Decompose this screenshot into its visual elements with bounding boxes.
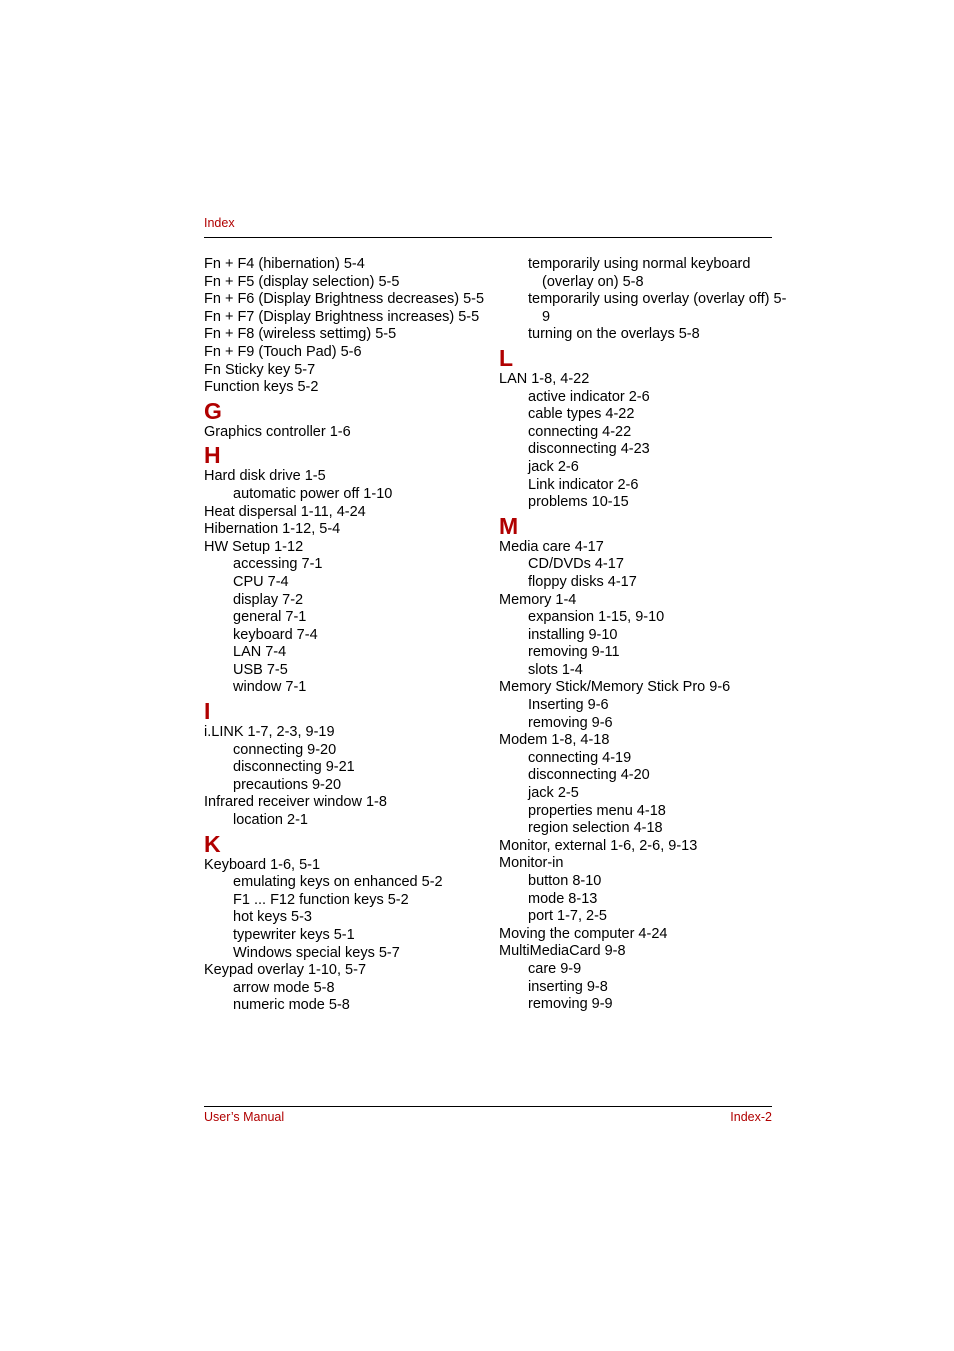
index-entry: Heat dispersal 1-11, 4-24 [204,503,366,520]
index-subentry: Windows special keys 5-7 [233,944,400,961]
index-subentry: accessing 7-1 [233,556,323,573]
index-subentry: button 8-10 [528,873,602,889]
index-subentry: location 2-1 [233,812,308,829]
index-entry: Fn + F9 (Touch Pad) 5-6 [204,343,362,360]
index-subentry: USB 7-5 [233,661,288,678]
index-subentry: cable types 4-22 [528,406,635,423]
index-subentry: disconnecting 9-21 [233,759,355,776]
index-subentry: automatic power off 1-10 [233,485,393,502]
section-letter-l: L [499,344,514,371]
index-entry: LAN 1-8, 4-22 [499,370,590,387]
index-entry: Fn Sticky key 5-7 [204,361,316,378]
index-subentry: window 7-1 [233,679,307,696]
index-entry: Function keys 5-2 [204,379,319,396]
index-subentry: Inserting 9-6 [528,697,609,714]
index-subentry: CD/DVDs 4-17 [528,556,624,573]
index-subentry: typewriter keys 5-1 [233,927,355,943]
index-subentry: connecting 4-19 [528,749,632,766]
index-subentry: active indicator 2-6 [528,388,650,405]
index-subentry: display 7-2 [233,591,304,608]
index-subentry: turning on the overlays 5-8 [528,326,700,343]
index-subentry: temporarily using normal keyboard (overlay on) 5-8 [528,256,751,290]
index-subentry: inserting 9-8 [528,978,608,995]
index-subentry: removing 9-11 [528,644,620,661]
index-entry: Fn + F5 (display selection) 5-5 [204,273,400,290]
index-subentry: care 9-9 [528,960,582,977]
index-column-right [499,256,789,1014]
index-entry: Fn + F7 (Display Brightness increases) 5-5 [204,308,480,325]
index-subentry: properties menu 4-18 [528,802,666,819]
index-subentry: hot keys 5-3 [233,909,312,926]
index-subentry: arrow mode 5-8 [233,979,335,996]
index-entry: Monitor, external 1-6, 2-6, 9-13 [499,837,698,854]
section-letter-i: I [204,698,211,725]
index-entry: Monitor-in [499,855,564,872]
index-entry: Memory 1-4 [499,591,577,608]
index-subentry: numeric mode 5-8 [233,997,350,1014]
index-subentry: removing 9-9 [528,996,613,1013]
index-entry: i.LINK 1-7, 2-3, 9-19 [204,724,335,741]
index-subentry: expansion 1-15, 9-10 [528,609,665,626]
index-entry: Media care 4-17 [499,538,604,555]
index-subentry: mode 8-13 [528,890,598,907]
index-subentry: disconnecting 4-23 [528,441,650,458]
index-subentry: Link indicator 2-6 [528,476,639,493]
section-letter-k: K [204,830,221,857]
section-letter-g: G [204,397,222,424]
index-subentry: keyboard 7-4 [233,626,318,643]
index-entry: HW Setup 1-12 [204,538,304,555]
index-subentry: problems 10-15 [528,494,629,511]
running-header: Index [204,216,235,230]
index-entry: Fn + F4 (hibernation) 5-4 [204,256,365,272]
index-subentry: jack 2-5 [528,785,579,802]
index-entry: Graphics controller 1-6 [204,423,351,440]
index-column-left [204,256,494,1015]
index-entry: Keyboard 1-6, 5-1 [204,856,321,873]
index-subentry: temporarily using overlay (overlay off) 5-9 [528,291,787,325]
index-subentry: CPU 7-4 [233,573,289,590]
index-subentry: disconnecting 4-20 [528,767,650,784]
footer-manual-title: User’s Manual [204,1110,285,1124]
index-subentry: installing 9-10 [528,626,618,643]
index-subentry: general 7-1 [233,609,307,626]
index-subentry: region selection 4-18 [528,820,663,837]
index-entry: Memory Stick/Memory Stick Pro 9-6 [499,679,731,696]
index-subentry: connecting 4-22 [528,423,632,440]
footer-page-number: Index-2 [730,1110,772,1124]
index-entry: Keypad overlay 1-10, 5-7 [204,962,367,979]
index-entry: Hibernation 1-12, 5-4 [204,521,341,538]
index-entry: Moving the computer 4-24 [499,925,668,942]
index-subentry: connecting 9-20 [233,741,337,758]
section-letter-m: M [499,512,519,539]
index-entry: Fn + F6 (Display Brightness decreases) 5-5 [204,291,485,308]
index-subentry: F1 ... F12 function keys 5-2 [233,891,409,908]
index-subentry: precautions 9-20 [233,776,342,793]
index-entry: Hard disk drive 1-5 [204,468,326,485]
index-entry: Modem 1-8, 4-18 [499,732,610,749]
footer-rule [204,1106,772,1107]
index-subentry: LAN 7-4 [233,644,287,661]
index-entry: Infrared receiver window 1-8 [204,794,387,811]
index-subentry: emulating keys on enhanced 5-2 [233,874,443,891]
index-subentry: slots 1-4 [528,661,583,678]
index-entry: MultiMediaCard 9-8 [499,943,626,960]
header-rule [204,237,772,238]
index-subentry: port 1-7, 2-5 [528,908,607,925]
index-entry: Fn + F8 (wireless settimg) 5-5 [204,326,397,343]
section-letter-h: H [204,442,221,469]
index-subentry: removing 9-6 [528,714,613,731]
index-subentry: jack 2-6 [528,458,579,475]
index-subentry: floppy disks 4-17 [528,573,637,590]
